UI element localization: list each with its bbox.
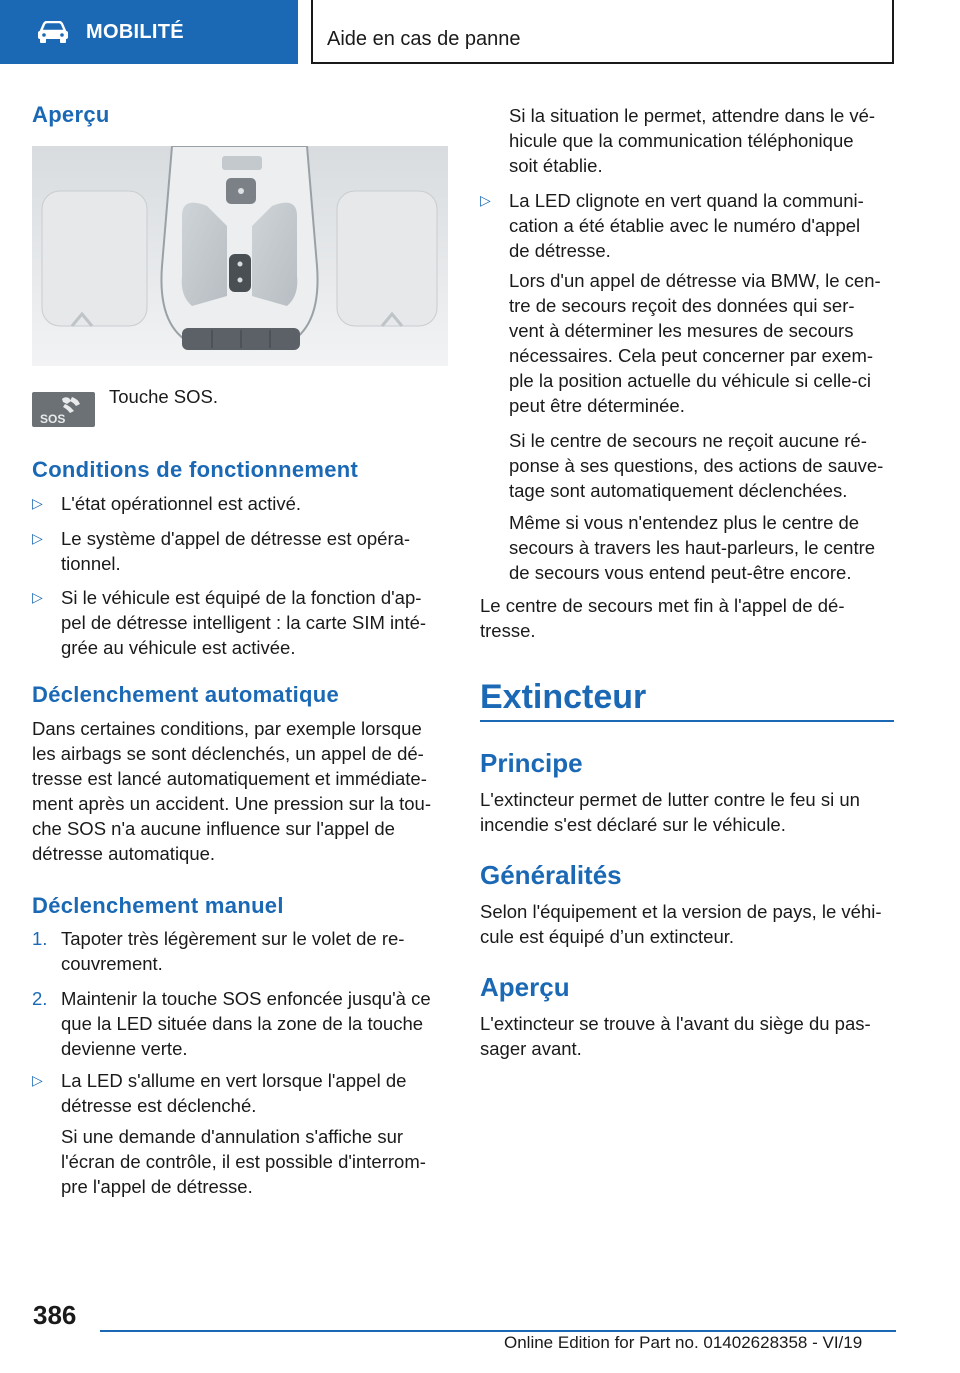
page-number: 386	[33, 1300, 77, 1330]
end-text: Le centre de secours met fin à l'appel de dé- tresse.	[480, 595, 845, 641]
sos-button-icon	[32, 392, 95, 427]
car-icon	[36, 21, 70, 43]
edition-note: Online Edition for Part no. 01402628358 - VI/19	[504, 1333, 863, 1352]
cont-text: Si la situation le permet, attendre dans le vé- hicule que la communication téléphonique soit établie.	[509, 105, 876, 176]
triangle-bullet-icon: ▷	[32, 530, 43, 546]
manual-heading: Déclenchement manuel	[32, 893, 284, 918]
triangle-bullet-icon: ▷	[32, 589, 43, 605]
auto-heading: Déclenchement automatique	[32, 682, 340, 707]
blink-paragraph-1: Lors d'un appel de détresse via BMW, le cen- tre de secours reçoit des données qui ser- vent à déterminer les mesures de secours nécessaires. Cela peut concerner par exem- ple la position actuelle du véhicule si celle-ci peut être déterminée.	[509, 270, 881, 416]
apercu-heading: Aperçu	[32, 102, 110, 127]
sos-icon-text: SOS	[40, 412, 66, 426]
chapter-tab[interactable]	[0, 0, 298, 64]
led-followup: Si une demande d'annulation s'affiche sur l'écran de contrôle, il est possible d'interrom- pre l'appel de détresse.	[61, 1126, 426, 1197]
general-text: Selon l'équipement et la version de pays, le véhi- cule est équipé d’un extincteur.	[480, 901, 882, 947]
sos-roof-console-photo	[32, 146, 448, 366]
sos-caption: Touche SOS.	[109, 386, 219, 407]
footer-rule	[100, 1330, 896, 1332]
extincteur-title: Extincteur	[480, 678, 647, 716]
principe-text: L'extincteur permet de lutter contre le feu si un incendie s'est déclaré sur le véhicule.	[480, 789, 860, 835]
principe-heading: Principe	[480, 748, 583, 778]
title-rule	[480, 720, 894, 722]
auto-text: Dans certaines conditions, par exemple lorsque les airbags se sont déclenchés, un appel de dé- tresse est lancé automatiquement et immédiate- ment après un accident. Une pression sur la tou- che SOS n'a aucune influence sur l'appel de détresse automatique.	[32, 718, 431, 864]
general-heading: Généralités	[480, 860, 622, 890]
chapter-label: MOBILITÉ	[86, 20, 184, 43]
blink-paragraph-2: Si le centre de secours ne reçoit aucune ré- ponse à ses questions, des actions de sauve- tage sont automatiquement déclenchées.	[509, 430, 884, 501]
triangle-bullet-icon: ▷	[32, 1072, 43, 1088]
apercu2-heading: Aperçu	[480, 972, 570, 1002]
triangle-bullet-icon: ▷	[480, 192, 491, 208]
section-title: Aide en cas de panne	[327, 28, 521, 50]
apercu2-text: L'extincteur se trouve à l'avant du siège du pas- sager avant.	[480, 1013, 871, 1059]
triangle-bullet-icon: ▷	[32, 495, 43, 511]
blink-paragraph-3: Même si vous n'entendez plus le centre de secours à travers les haut-parleurs, le centre de secours vous entend peut-être encore.	[509, 512, 876, 583]
conditions-heading: Conditions de fonctionnement	[32, 457, 359, 482]
section-header	[311, 0, 894, 64]
